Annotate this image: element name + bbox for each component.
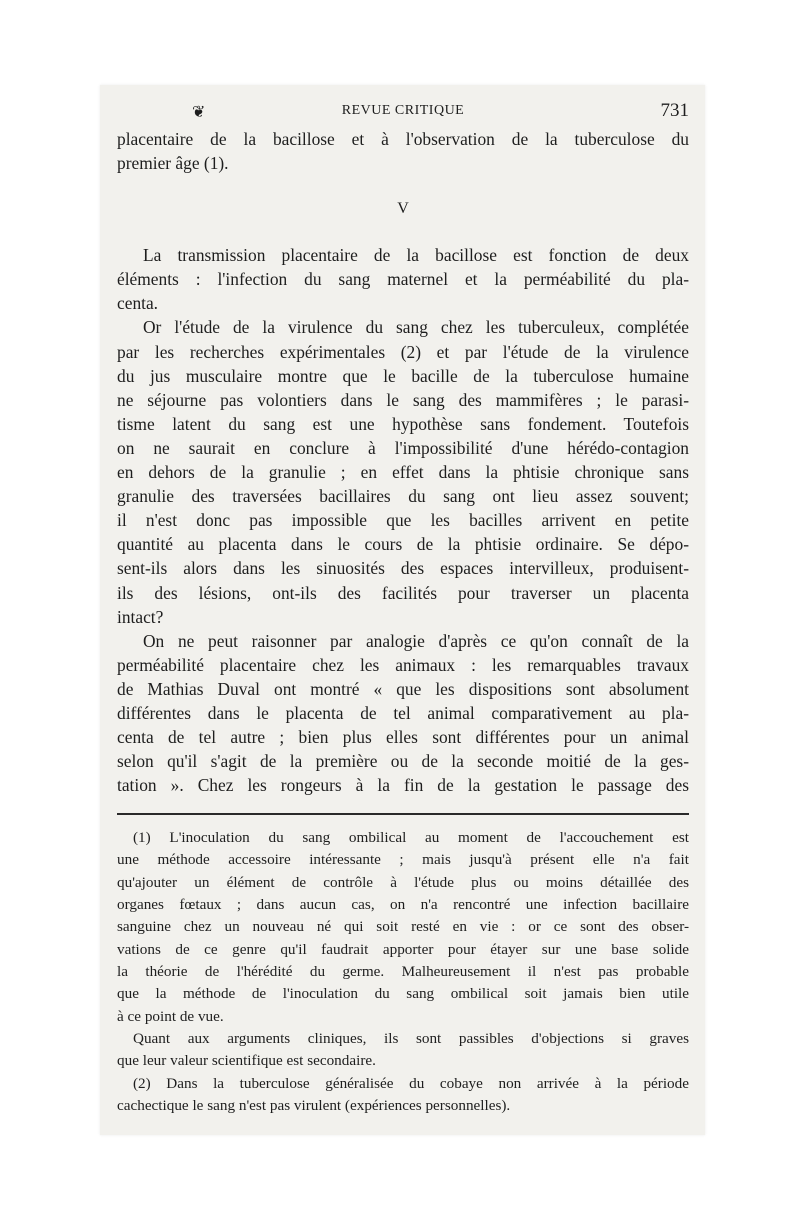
- footnote-line: la théorie de l'hérédité du germe. Malheureusement il n'est pas probable: [117, 963, 689, 981]
- footnote-line: (1) L'inoculation du sang ombilical au moment de l'accouchement est: [133, 829, 689, 846]
- text-line: de Mathias Duval ont montré « que les dispositions sont absolument: [117, 678, 689, 699]
- text-line: perméabilité placentaire chez les animaux : les remarquables travaux: [117, 654, 689, 675]
- text-line: il n'est donc pas impossible que les bacilles arrivent en petite: [117, 510, 689, 531]
- footnote-line: qu'ajouter un élément de contrôle à l'étude plus ou moins détaillée des: [117, 873, 689, 891]
- text-line: éléments : l'infection du sang maternel et la perméabilité du pla-: [117, 269, 689, 290]
- text-line: premier âge (1).: [117, 153, 229, 174]
- text-line: placentaire de la bacillose et à l'observation de la tuberculose du: [117, 129, 689, 149]
- footnote-1: [117, 827, 689, 1028]
- paragraph-continuation: [117, 127, 689, 175]
- page-number: 731: [660, 100, 689, 121]
- text-line: granulie des traversées bacillaires du sang ont lieu assez souvent;: [117, 486, 689, 507]
- footnote-line: que leur valeur scientifique est secondaire.: [117, 1052, 376, 1070]
- paragraph-transmission: [117, 243, 689, 315]
- text-line: en dehors de la granulie ; en effet dans la phtisie chronique sans: [117, 462, 689, 483]
- footnote-line: (2) Dans la tuberculose généralisée du cobaye non arrivée à la période: [133, 1074, 689, 1092]
- paragraph-permeabilite: [117, 629, 689, 798]
- text-line: centa de tel autre ; bien plus elles sont différentes pour un animal: [117, 727, 689, 748]
- text-line: tation ». Chez les rongeurs à la fin de la gestation le passage des: [117, 775, 689, 796]
- footnote-line: à ce point de vue.: [117, 1007, 224, 1025]
- footnote-1-continued: [117, 1028, 689, 1073]
- text-line: quantité au placenta dans le cours de la phtisie ordinaire. Se dépo-: [117, 534, 689, 555]
- footnote-line: organes fœtaux ; dans aucun cas, on n'a rencontré une infection bacillaire: [117, 896, 689, 914]
- text-line: ils des lésions, ont-ils des facilités pour traverser un placenta: [117, 582, 689, 603]
- text-line: On ne peut raisonner par analogie d'après ce qu'on connaît de la: [143, 630, 689, 651]
- paragraph-virulence: [117, 315, 689, 628]
- text-line: différentes dans le placenta de tel animal comparativement au pla-: [117, 702, 689, 723]
- text-line: du jus musculaire montre que le bacille de la tuberculose humaine: [117, 365, 689, 386]
- text-line: Or l'étude de la virulence du sang chez les tuberculeux, complétée: [143, 317, 689, 338]
- footnote-line: sanguine chez un nouveau né qui soit resté en vie : or ce sont des obser-: [117, 918, 689, 936]
- text-line: par les recherches expérimentales (2) et par l'étude de la virulence: [117, 341, 689, 362]
- running-title: REVUE CRITIQUE: [341, 103, 465, 118]
- body-text: [117, 127, 689, 797]
- footnote-line: cachectique le sang n'est pas virulent (expériences personnelles).: [117, 1097, 511, 1115]
- footnote-line: Quant aux arguments cliniques, ils sont passibles d'objections si graves: [133, 1030, 689, 1048]
- text-line: tisme latent du sang est une hypothèse sans fondement. Toutefois: [117, 413, 689, 434]
- footnote-line: une méthode accessoire intéressante ; mais jusqu'à présent elle n'a fait: [117, 851, 689, 869]
- text-line: selon qu'il s'agit de la première ou de la seconde moitié de la ges-: [117, 751, 689, 772]
- footnote-line: vations de ce genre qu'il faudrait apporter pour étayer sur une base solide: [117, 940, 689, 958]
- text-line: sent-ils alors dans les sinuosités des espaces intervilleux, produisent-: [117, 558, 689, 579]
- footnote-2: [117, 1073, 689, 1118]
- footnote-divider: [117, 813, 689, 815]
- text-line: La transmission placentaire de la bacillose est fonction de deux: [143, 245, 689, 266]
- text-line: centa.: [117, 293, 159, 314]
- running-header: [117, 100, 689, 126]
- fleuron-ornament-icon: ❦: [192, 104, 206, 121]
- text-line: intact?: [117, 606, 164, 627]
- text-line: ne séjourne pas volontiers dans le sang des mammifères ; le parasi-: [117, 389, 689, 410]
- footnote-line: que la méthode de l'inoculation du sang ombilical soit jamais bien utile: [117, 985, 689, 1003]
- text-line: on ne saurait en conclure à l'impossibilité d'une hérédo-contagion: [117, 437, 689, 458]
- footnotes: [117, 827, 689, 1117]
- section-heading: V: [397, 200, 409, 218]
